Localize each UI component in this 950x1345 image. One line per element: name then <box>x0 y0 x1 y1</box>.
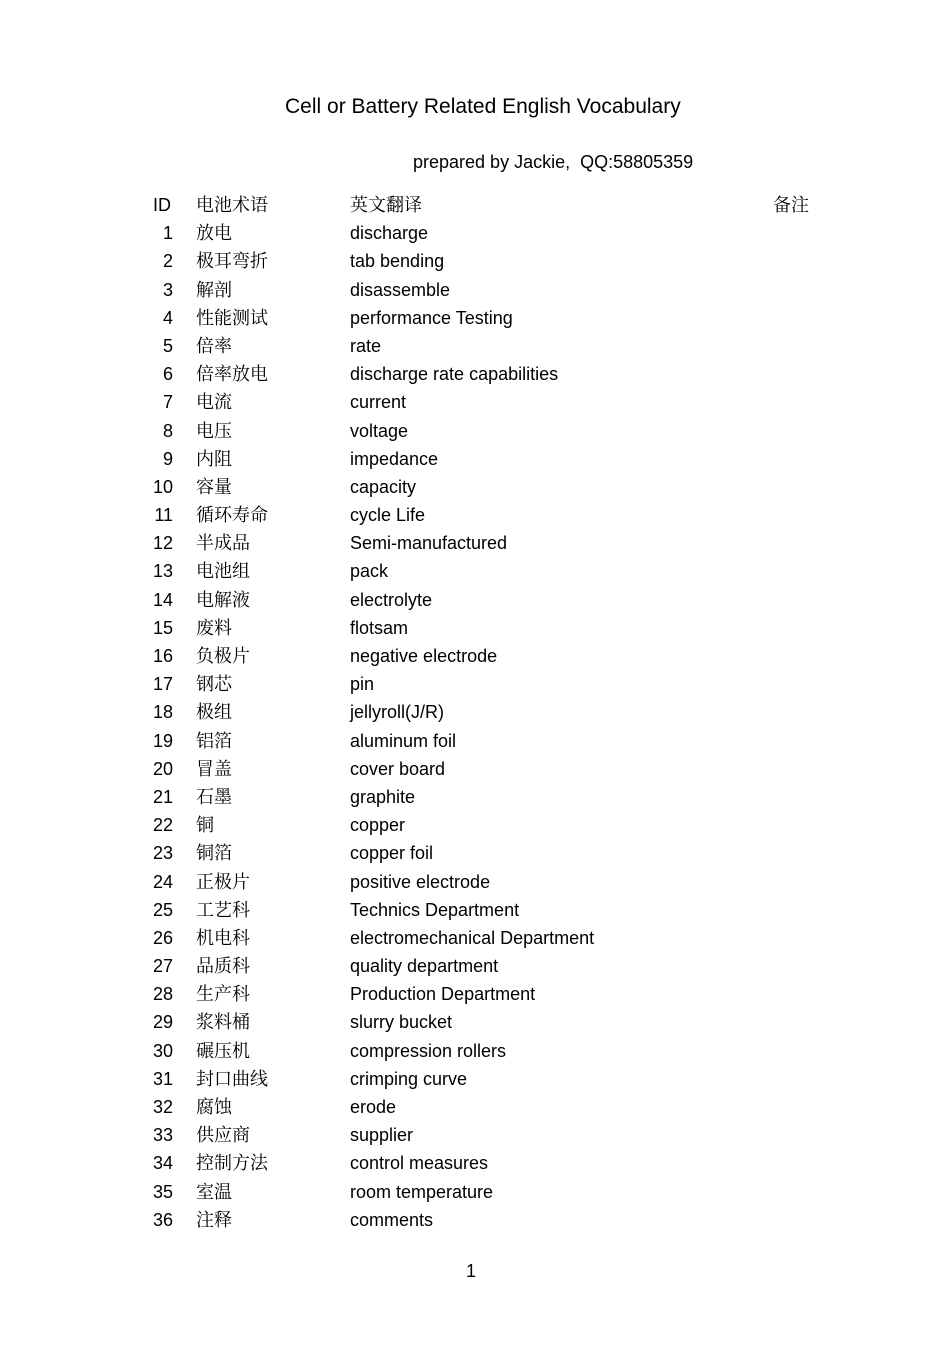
table-row <box>0 1178 950 1206</box>
chinese-term: 铜 <box>196 815 214 836</box>
term-id: 27 <box>152 956 173 977</box>
english-translation: electrolyte <box>350 589 433 610</box>
table-row <box>0 304 950 332</box>
table-row <box>0 1008 950 1036</box>
table-row <box>0 557 950 585</box>
header-id: ID <box>153 195 171 215</box>
table-row <box>0 219 950 247</box>
term-id: 7 <box>162 392 173 413</box>
term-id: 18 <box>152 702 173 723</box>
term-id: 29 <box>152 1012 173 1033</box>
english-translation: copper foil <box>350 843 434 864</box>
author-line: prepared by Jackie, QQ:58805359 <box>413 152 694 172</box>
english-translation: electromechanical Department <box>350 927 595 948</box>
english-translation: comments <box>350 1209 434 1230</box>
english-translation: supplier <box>350 1125 414 1146</box>
table-row <box>0 727 950 755</box>
english-translation: compression rollers <box>350 1040 507 1061</box>
table-row <box>0 501 950 529</box>
header-chinese-term: 电池术语 <box>196 195 268 215</box>
table-row <box>0 417 950 445</box>
english-translation: jellyroll(J/R) <box>350 702 444 723</box>
chinese-term: 倍率放电 <box>196 364 268 385</box>
english-translation: graphite <box>350 786 416 807</box>
term-id: 21 <box>152 786 173 807</box>
term-id: 11 <box>154 505 173 526</box>
chinese-term: 放电 <box>196 223 232 244</box>
table-body <box>0 219 950 1234</box>
english-translation: rate <box>350 335 382 356</box>
term-id: 20 <box>152 758 173 779</box>
chinese-term: 极组 <box>196 702 232 723</box>
table-row <box>0 980 950 1008</box>
chinese-term: 正极片 <box>196 871 250 892</box>
chinese-term: 品质科 <box>196 956 250 977</box>
chinese-term: 浆料桶 <box>196 1012 250 1033</box>
english-translation: capacity <box>350 476 417 497</box>
chinese-term: 容量 <box>196 476 232 497</box>
english-translation: cycle Life <box>350 505 426 526</box>
term-id: 16 <box>152 646 173 666</box>
term-id: 28 <box>152 984 173 1005</box>
chinese-term: 铝箔 <box>196 730 232 751</box>
table-row <box>0 642 950 670</box>
term-id: 35 <box>152 1181 173 1202</box>
page-number: 1 <box>465 1261 476 1281</box>
english-translation: aluminum foil <box>350 730 457 751</box>
table-row <box>0 1206 950 1234</box>
english-translation: tab bending <box>350 251 445 272</box>
term-id: 23 <box>152 843 173 864</box>
english-translation: negative electrode <box>350 646 498 666</box>
table-header-row <box>0 191 950 219</box>
chinese-term: 控制方法 <box>196 1153 268 1174</box>
chinese-term: 循环寿命 <box>196 505 268 526</box>
chinese-term: 腐蚀 <box>196 1097 232 1117</box>
term-id: 1 <box>162 223 173 244</box>
english-translation: pack <box>350 561 389 582</box>
header-english-translation: 英文翻译 <box>350 195 422 215</box>
header-notes: 备注 <box>773 195 809 215</box>
term-id: 3 <box>162 279 173 300</box>
chinese-term: 机电科 <box>196 927 250 948</box>
table-row <box>0 614 950 642</box>
chinese-term: 内阻 <box>196 448 232 469</box>
table-row <box>0 276 950 304</box>
chinese-term: 钢芯 <box>196 674 232 695</box>
english-translation: copper <box>350 815 406 836</box>
english-translation: discharge rate capabilities <box>350 364 559 385</box>
english-translation: Semi-manufactured <box>350 533 508 554</box>
english-translation: erode <box>350 1097 397 1117</box>
vocabulary-table <box>0 191 950 1234</box>
table-row <box>0 783 950 811</box>
table-row <box>0 811 950 839</box>
chinese-term: 解剖 <box>196 279 232 300</box>
term-id: 14 <box>152 589 173 610</box>
english-translation: quality department <box>350 956 499 977</box>
table-row <box>0 1149 950 1177</box>
table-row <box>0 755 950 783</box>
english-translation: impedance <box>350 448 439 469</box>
term-id: 25 <box>152 899 173 920</box>
term-id: 15 <box>152 617 173 638</box>
term-id: 5 <box>162 335 173 356</box>
term-id: 26 <box>152 927 173 948</box>
chinese-term: 铜箔 <box>196 843 232 864</box>
chinese-term: 冒盖 <box>196 758 232 779</box>
table-row <box>0 445 950 473</box>
document-title: Cell or Battery Related English Vocabulary <box>285 95 681 118</box>
table-row <box>0 388 950 416</box>
term-id: 4 <box>162 307 173 328</box>
term-id: 2 <box>162 251 173 272</box>
english-translation: pin <box>350 674 375 695</box>
term-id: 13 <box>152 561 173 582</box>
chinese-term: 室温 <box>196 1181 232 1202</box>
term-id: 12 <box>152 533 173 554</box>
chinese-term: 半成品 <box>196 533 250 554</box>
english-translation: disassemble <box>350 279 451 300</box>
chinese-term: 电池组 <box>196 561 250 582</box>
table-row <box>0 360 950 388</box>
table-row <box>0 1065 950 1093</box>
term-id: 34 <box>152 1153 173 1174</box>
chinese-term: 电流 <box>196 392 232 413</box>
chinese-term: 性能测试 <box>196 307 268 328</box>
term-id: 24 <box>152 871 173 892</box>
term-id: 31 <box>152 1068 173 1089</box>
chinese-term: 封口曲线 <box>196 1068 268 1089</box>
chinese-term: 负极片 <box>196 646 250 666</box>
term-id: 33 <box>152 1125 173 1146</box>
table-row <box>0 1037 950 1065</box>
term-id: 22 <box>152 815 173 836</box>
english-translation: slurry bucket <box>350 1012 453 1033</box>
chinese-term: 倍率 <box>196 335 232 356</box>
english-translation: crimping curve <box>350 1068 468 1089</box>
term-id: 9 <box>162 448 173 469</box>
chinese-term: 注释 <box>196 1209 232 1230</box>
table-row <box>0 698 950 726</box>
chinese-term: 极耳弯折 <box>196 251 268 272</box>
english-translation: Production Department <box>350 984 536 1005</box>
table-row <box>0 1093 950 1121</box>
chinese-term: 废料 <box>196 617 232 638</box>
term-id: 36 <box>152 1209 173 1230</box>
english-translation: cover board <box>350 758 446 779</box>
term-id: 17 <box>152 674 173 695</box>
english-translation: performance Testing <box>350 307 513 328</box>
chinese-term: 电解液 <box>196 589 250 610</box>
table-row <box>0 586 950 614</box>
term-id: 10 <box>152 476 173 497</box>
table-row <box>0 670 950 698</box>
english-translation: Technics Department <box>350 899 520 920</box>
table-row <box>0 868 950 896</box>
term-id: 32 <box>152 1097 173 1117</box>
term-id: 19 <box>152 730 173 751</box>
chinese-term: 碾压机 <box>196 1040 250 1061</box>
table-row <box>0 247 950 275</box>
table-row <box>0 952 950 980</box>
chinese-term: 生产科 <box>196 984 250 1005</box>
term-id: 6 <box>162 364 173 385</box>
english-translation: control measures <box>350 1153 489 1174</box>
table-row <box>0 924 950 952</box>
table-row <box>0 529 950 557</box>
term-id: 30 <box>152 1040 173 1061</box>
table-row <box>0 332 950 360</box>
english-translation: room temperature <box>350 1181 494 1202</box>
english-translation: discharge <box>350 223 429 244</box>
chinese-term: 供应商 <box>196 1125 250 1146</box>
table-row <box>0 473 950 501</box>
english-translation: voltage <box>350 420 409 441</box>
english-translation: current <box>350 392 407 413</box>
term-id: 8 <box>162 420 173 441</box>
english-translation: positive electrode <box>350 871 491 892</box>
english-translation: flotsam <box>350 617 409 638</box>
chinese-term: 石墨 <box>196 786 232 807</box>
table-row <box>0 896 950 924</box>
table-row <box>0 1121 950 1149</box>
table-row <box>0 839 950 867</box>
chinese-term: 工艺科 <box>196 899 250 920</box>
chinese-term: 电压 <box>196 420 232 441</box>
